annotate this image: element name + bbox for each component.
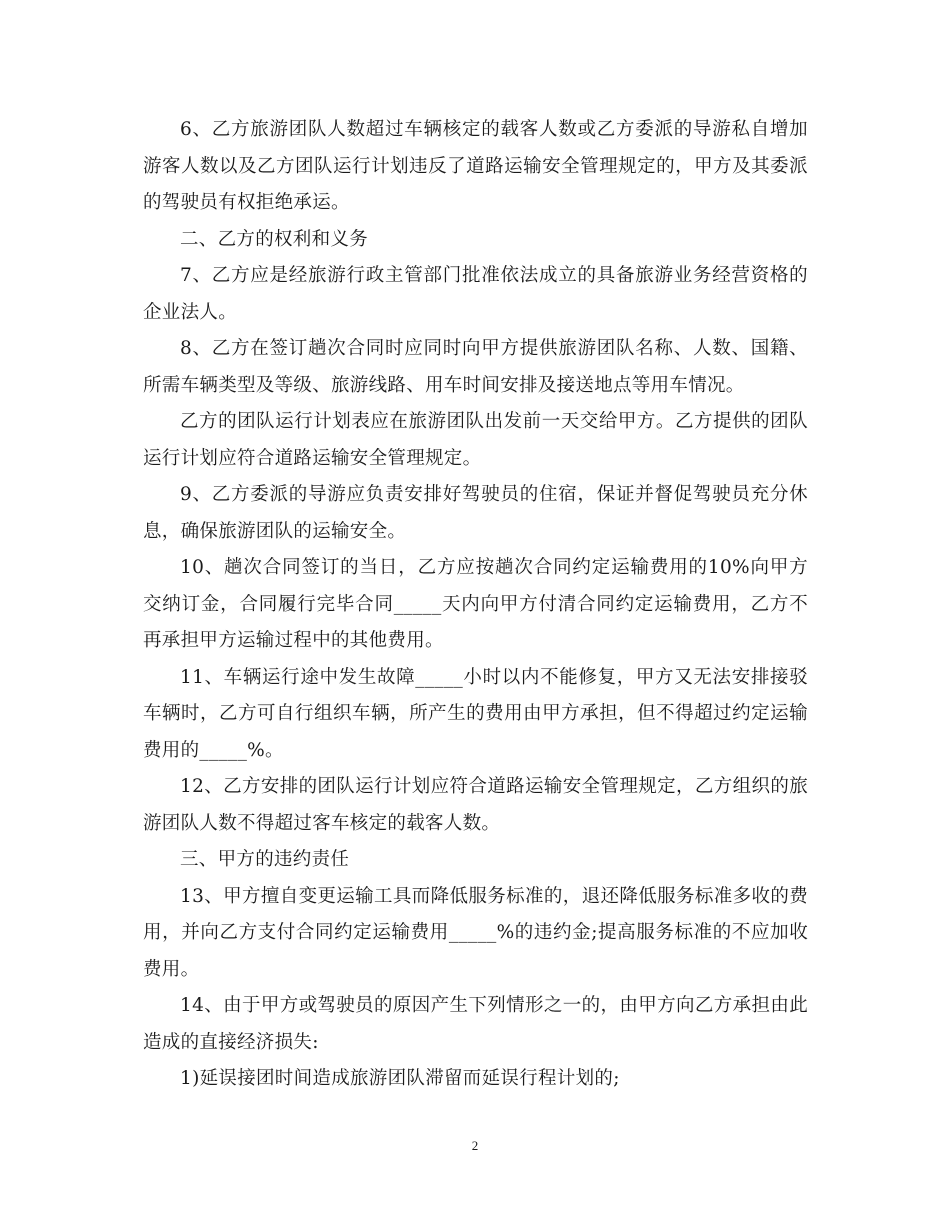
clause-14-paragraph: 14、由于甲方或驾驶员的原因产生下列情形之一的，由甲方向乙方承担由此造成的直接经济损失: [143, 995, 808, 1053]
page-number: 2 [471, 1138, 479, 1153]
schedule-paragraph: 乙方的团队运行计划表应在旅游团队出发前一天交给甲方。乙方提供的团队运行计划应符合道路运输安全管理规定。 [143, 411, 808, 469]
document-body [143, 112, 808, 1098]
clause-10-paragraph: 10、趟次合同签订的当日，乙方应按趟次合同约定运输费用的10%向甲方交纳订金，合同履行完毕合同_____天内向甲方付清合同约定运输费用，乙方不再承担甲方运输过程中的其他费用。 [143, 557, 808, 651]
clause-13-paragraph: 13、甲方擅自变更运输工具而降低服务标准的，退还降低服务标准多收的费用，并向乙方支付合同约定运输费用_____%的违约金;提高服务标准的不应加收费用。 [143, 885, 808, 980]
section-heading-party-a-liability: 三、甲方的违约责任 [180, 849, 350, 870]
clause-9-paragraph: 9、乙方委派的导游应负责安排好驾驶员的住宿，保证并督促驾驶员充分休息，确保旅游团队的运输安全。 [143, 484, 808, 542]
clause-7-paragraph: 7、乙方应是经旅游行政主管部门批准依法成立的具备旅游业务经营资格的企业法人。 [143, 265, 808, 323]
clause-12-paragraph: 12、乙方安排的团队运行计划应符合道路运输安全管理规定，乙方组织的旅游团队人数不得超过客车核定的载客人数。 [143, 776, 808, 834]
clause-8-paragraph: 8、乙方在签订趟次合同时应同时向甲方提供旅游团队名称、人数、国籍、所需车辆类型及等级、旅游线路、用车时间安排及接送地点等用车情况。 [143, 338, 808, 396]
clause-11-paragraph: 11、车辆运行途中发生故障_____小时以内不能修复，甲方又无法安排接驳车辆时，乙方可自行组织车辆，所产生的费用由甲方承担，但不得超过约定运输费用的_____%。 [143, 666, 808, 761]
clause-14-item-1: 1)延误接团时间造成旅游团队滞留而延误行程计划的; [180, 1068, 620, 1089]
section-heading-party-b-rights: 二、乙方的权利和义务 [180, 228, 369, 250]
clause-6-paragraph: 6、乙方旅游团队人数超过车辆核定的载客人数或乙方委派的导游私自增加游客人数以及乙方团队运行计划违反了道路运输安全管理规定的，甲方及其委派的驾驶员有权拒绝承运。 [143, 119, 808, 213]
